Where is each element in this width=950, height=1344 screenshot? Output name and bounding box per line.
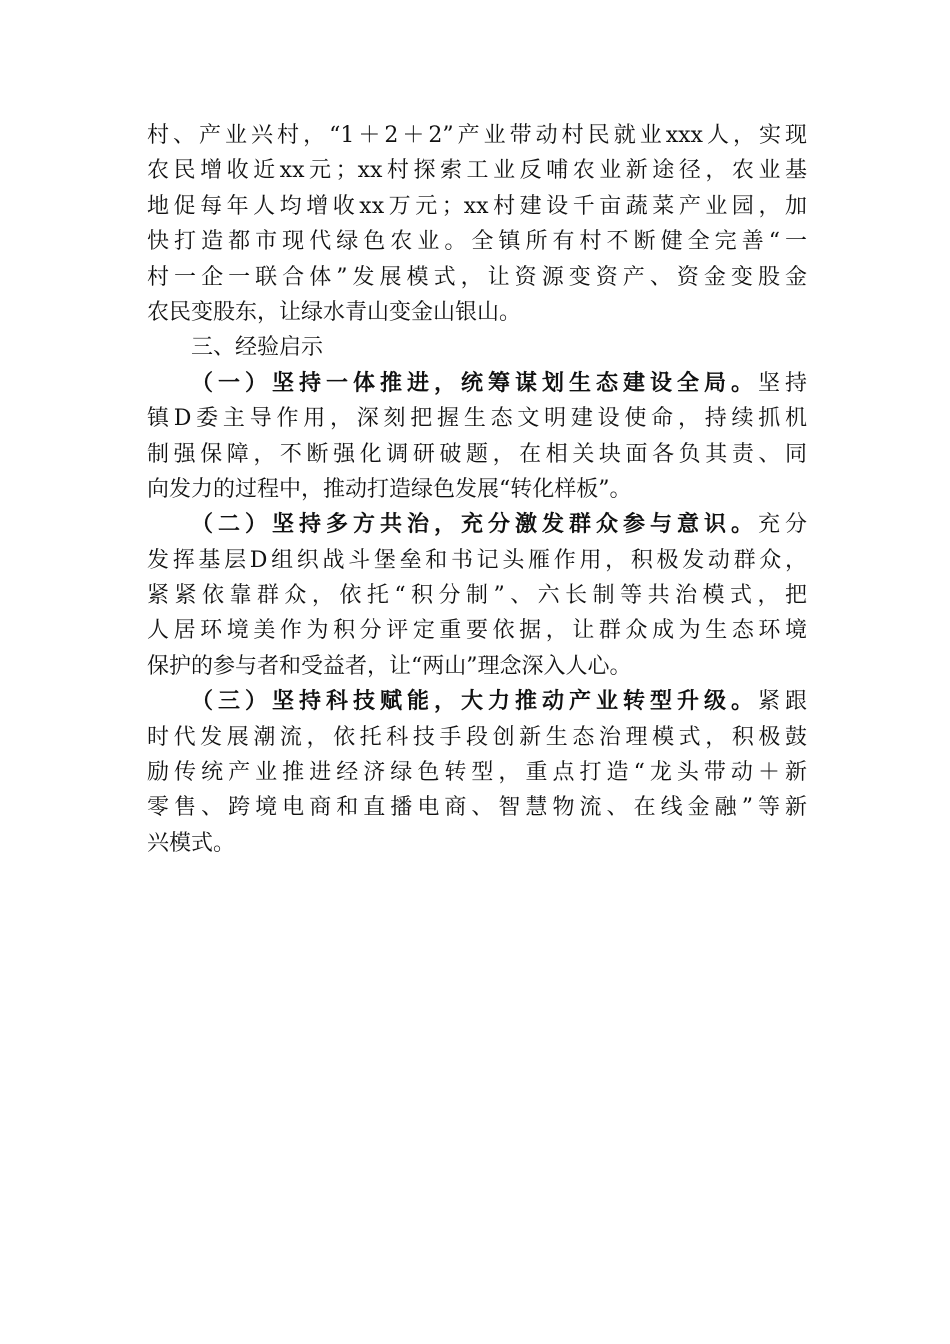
paragraph-village-industry xyxy=(147,118,807,330)
paragraph-item-1 xyxy=(147,366,807,508)
text-line: 地促每年人均增收xx万元；xx村建设千亩蔬菜产业园，加 xyxy=(147,193,807,219)
text-line: 镇D委主导作用，深刻把握生态文明建设使命，持续抓机 xyxy=(147,406,807,432)
item-title: （三）坚持科技赋能，大力推动产业转型升级。 xyxy=(191,688,758,715)
text-line: 时代发展潮流，依托科技手段创新生态治理模式，积极鼓 xyxy=(147,724,807,750)
item-text: 充分 xyxy=(757,512,807,538)
text-line: 农民增收近xx元；xx村探索工业反哺农业新途径，农业基 xyxy=(147,158,807,184)
text-line: 村、产业兴村，“1＋2＋2”产业带动村民就业xxx人，实现 xyxy=(147,123,807,148)
item-first-line xyxy=(147,507,807,542)
item-title: （二）坚持多方共治，充分激发群众参与意识。 xyxy=(191,511,758,538)
section-heading: 三、经验启示 xyxy=(191,335,324,361)
text-line: 快打造都市现代绿色农业。全镇所有村不断健全完善“一 xyxy=(147,229,807,255)
text-line: 零售、跨境电商和直播电商、智慧物流、在线金融”等新 xyxy=(147,795,807,821)
text-line: 农民变股东，让绿水青山变金山银山。 xyxy=(147,299,522,325)
item-first-line xyxy=(147,684,807,719)
text-line: 人居环境美作为积分评定重要依据，让群众成为生态环境 xyxy=(147,618,807,644)
text-line: 保护的参与者和受益者，让“两山”理念深入人心。 xyxy=(147,653,632,679)
document-body xyxy=(147,118,807,861)
text-line: 紧紧依靠群众，依托“积分制”、六长制等共治模式，把 xyxy=(147,583,807,609)
item-text: 紧跟 xyxy=(757,689,807,715)
text-line: 向发力的过程中，推动打造绿色发展“转化样板”。 xyxy=(147,476,632,502)
text-line: 制强保障，不断强化调研破题，在相关块面各负其责、同 xyxy=(147,441,807,467)
text-line: 兴模式。 xyxy=(147,830,236,856)
item-text: 坚持 xyxy=(757,370,807,396)
item-title: （一）坚持一体推进，统筹谋划生态建设全局。 xyxy=(191,369,758,396)
paragraph-item-3 xyxy=(147,684,807,861)
text-line: 励传统产业推进经济绿色转型，重点打造“龙头带动＋新 xyxy=(147,760,807,786)
paragraph-item-2 xyxy=(147,507,807,684)
text-line: 村一企一联合体”发展模式，让资源变资产、资金变股金 xyxy=(147,264,807,290)
text-line: 发挥基层D组织战斗堡垒和书记头雁作用，积极发动群众， xyxy=(147,547,807,573)
item-first-line xyxy=(147,366,807,401)
